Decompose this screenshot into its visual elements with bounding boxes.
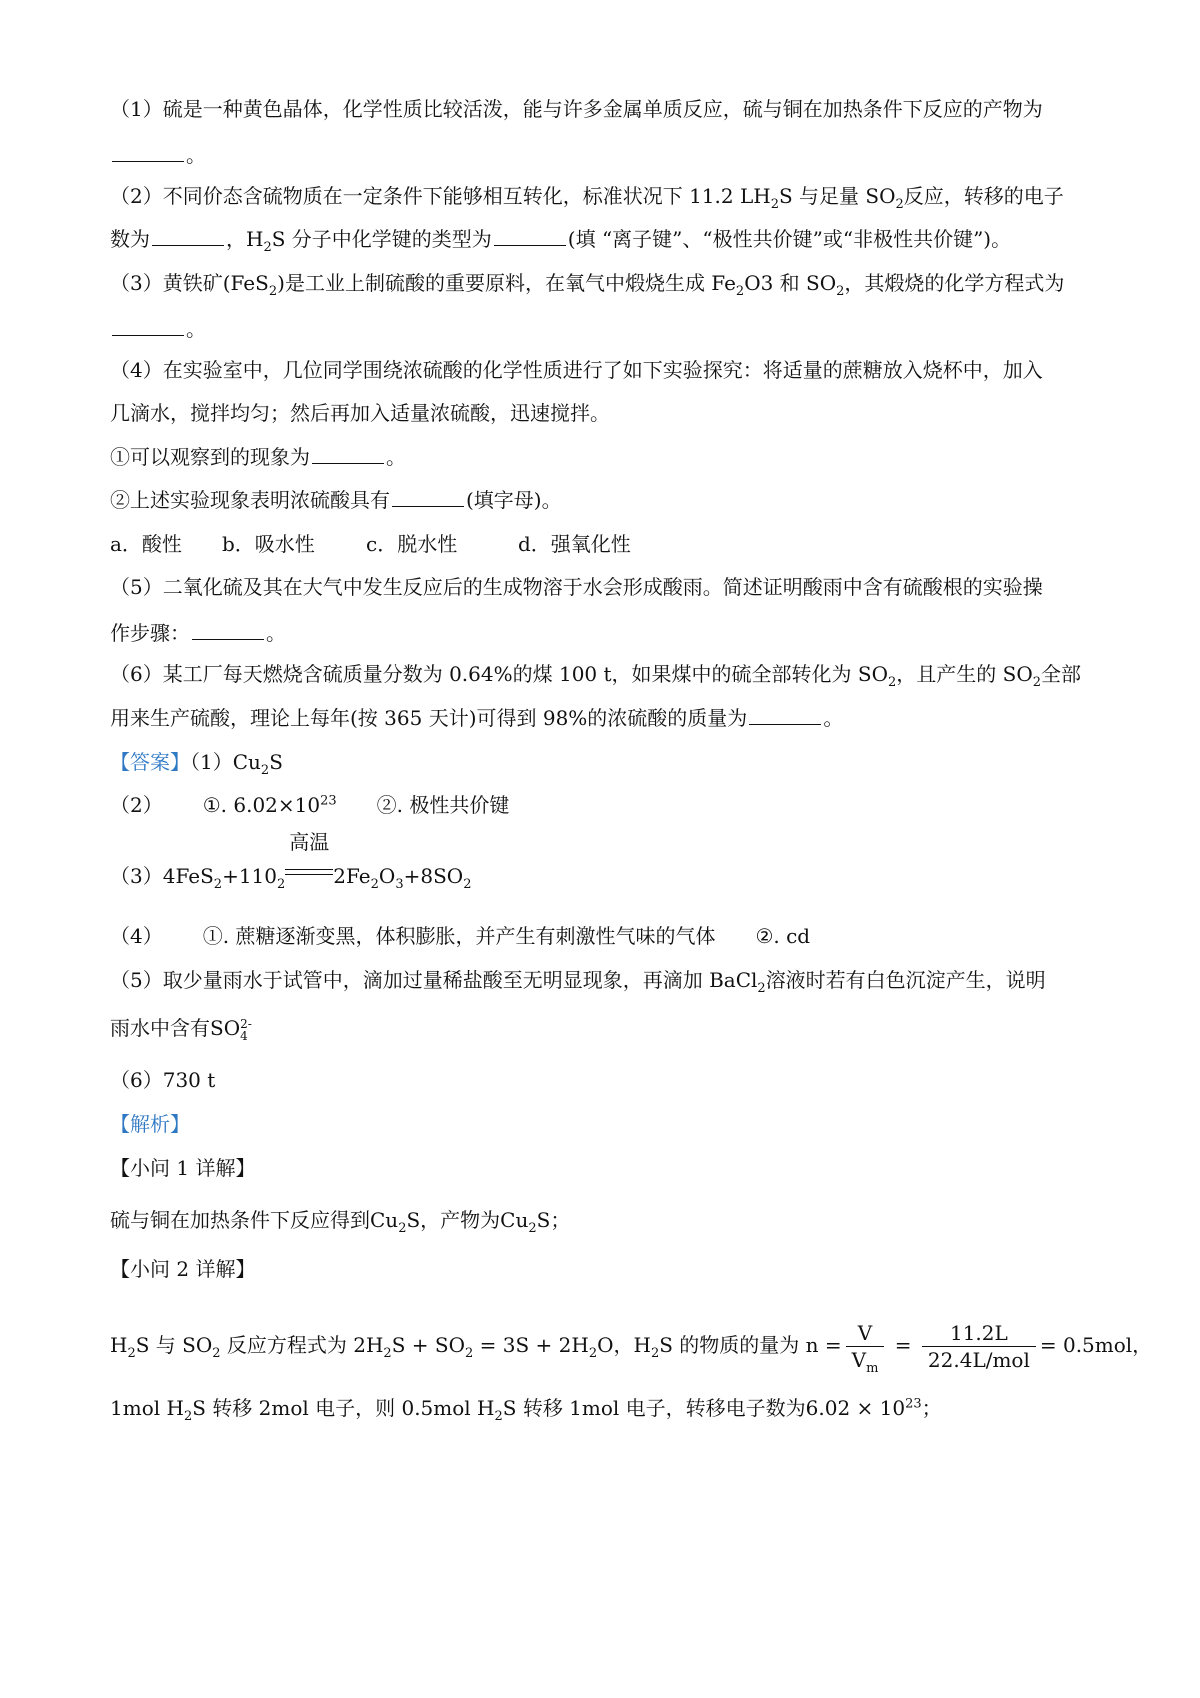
q4-options bbox=[110, 531, 631, 557]
answer-6: （6）730 t bbox=[110, 1068, 216, 1092]
q1-line2: 。 bbox=[110, 142, 206, 168]
q2-line2: 数为 ，$H_2S$ 分子中化学键的类型为 (填 “离子键”、“极性共价键”或“非极性共价键”)。 bbox=[110, 227, 1012, 255]
answer-tag: 【答案】 bbox=[110, 750, 190, 774]
q6-line2: 用来生产硫酸，理论上每年(按 365 天计)可得到 98%的浓硫酸的质量为 。 bbox=[110, 706, 844, 730]
answer-blank bbox=[112, 143, 184, 162]
answer-blank bbox=[112, 317, 184, 336]
fraction-v-over-vm: $\frac{V}{V_m}$ bbox=[846, 1320, 885, 1373]
analysis-heading-2: 【小问 2 详解】 bbox=[110, 1257, 256, 1281]
q5-line1: （5）二氧化硫及其在大气中发生反应后的生成物溶于水会形成酸雨。简述证明酸雨中含有硫酸根的实验操 bbox=[110, 575, 1043, 599]
analysis-heading-1: 【小问 1 详解】 bbox=[110, 1156, 256, 1180]
option-d: d．强氧化性 bbox=[518, 532, 631, 556]
q4-line2: 几滴水，搅拌均匀；然后再加入适量浓硫酸，迅速搅拌。 bbox=[110, 401, 610, 425]
q1-line1: （1）硫是一种黄色晶体，化学性质比较活泼，能与许多金属单质反应，硫与铜在加热条件下反应的产物为 bbox=[110, 97, 1043, 121]
answer-4: （4） ①. 蔗糖逐渐变黑，体积膨胀，并产生有刺激性气味的气体 ②. cd bbox=[110, 924, 811, 948]
q2-line1: （2）不同价态含硫物质在一定条件下能够相互转化，标准状况下 11.2 $LH_2S$ 与足量 $SO_2$反应，转移的电子 bbox=[110, 184, 1064, 212]
answer-blank bbox=[192, 621, 264, 640]
q3-line1: （3）黄铁矿(FeS$_2$)是工业上制硫酸的重要原料，在氧气中煅烧生成 $Fe_2O3$ 和 $SO_2$，其煅烧的化学方程式为 bbox=[110, 271, 1065, 299]
q4-sub1: ①可以观察到的现象为 。 bbox=[110, 445, 406, 469]
q3-line2: 。 bbox=[110, 316, 206, 342]
q4-line1: （4）在实验室中，几位同学围绕浓硫酸的化学性质进行了如下实验探究：将适量的蔗糖放入烧杯中，加入 bbox=[110, 358, 1043, 382]
answer-3: $(3)4FeS_2+110_2$ 高温 $2Fe_2O_3+8SO_2$ bbox=[110, 830, 472, 892]
q5-line2: 作步骤： 。 bbox=[110, 621, 286, 645]
option-b: b．吸水性 bbox=[222, 532, 315, 556]
analysis-text-3: 1mol $H_2S$ 转移 2mol 电子，则 0.5mol $H_2S$ 转移 1mol 电子，转移电子数为$6.02 \times 10^{23}$； bbox=[110, 1396, 942, 1424]
fraction-volume: $\frac{11.2L}{\text{22.4L/mol}}$ bbox=[922, 1320, 1036, 1373]
q6-line1: （6）某工厂每天燃烧含硫质量分数为 0.64%的煤 100 t，如果煤中的硫全部转化为 $SO_2$，且产生的 $SO_2$全部 bbox=[110, 662, 1082, 690]
option-a: a．酸性 bbox=[110, 532, 182, 556]
answer-blank bbox=[152, 227, 224, 246]
reaction-condition: 高温 bbox=[285, 857, 333, 883]
answer-5-line2: 雨水中含有SO 2- 4 bbox=[110, 1016, 252, 1043]
answer-1: 【答案】$(1)Cu_2S$ bbox=[110, 750, 283, 778]
analysis-tag: 【解析】 bbox=[110, 1112, 190, 1136]
analysis-text-2: $H_2S$ 与 $SO_2$ 反应方程式为 $2H_2S + SO_2 = 3S + 2H_2O$，$H_2S$ 的物质的量为 n = $\frac{V}{V_m}$ = $\frac{11.2L}{\text{22.4L/mol}}$ = 0.5mol， bbox=[110, 1321, 1153, 1376]
answer-blank bbox=[494, 227, 566, 246]
answer-5-line1: （5）取少量雨水于试管中，滴加过量稀盐酸至无明显现象，再滴加 BaCl$_2$溶液时若有白色沉淀产生，说明 bbox=[110, 968, 1046, 996]
answer-blank bbox=[392, 488, 464, 507]
sulfate-ion: SO 2- 4 bbox=[210, 1016, 252, 1043]
answer-2: （2） ①. $6.02\times 10^{23}$ ②. 极性共价键 bbox=[110, 793, 510, 817]
option-c: c．脱水性 bbox=[366, 532, 458, 556]
answer-blank bbox=[312, 445, 384, 464]
answer-blank bbox=[749, 706, 821, 725]
analysis-text-1: 硫与铜在加热条件下反应得到$Cu_2S$，产物为$Cu_2S$； bbox=[110, 1208, 571, 1236]
q4-sub2: ②上述实验现象表明浓硫酸具有 (填字母)。 bbox=[110, 488, 562, 512]
